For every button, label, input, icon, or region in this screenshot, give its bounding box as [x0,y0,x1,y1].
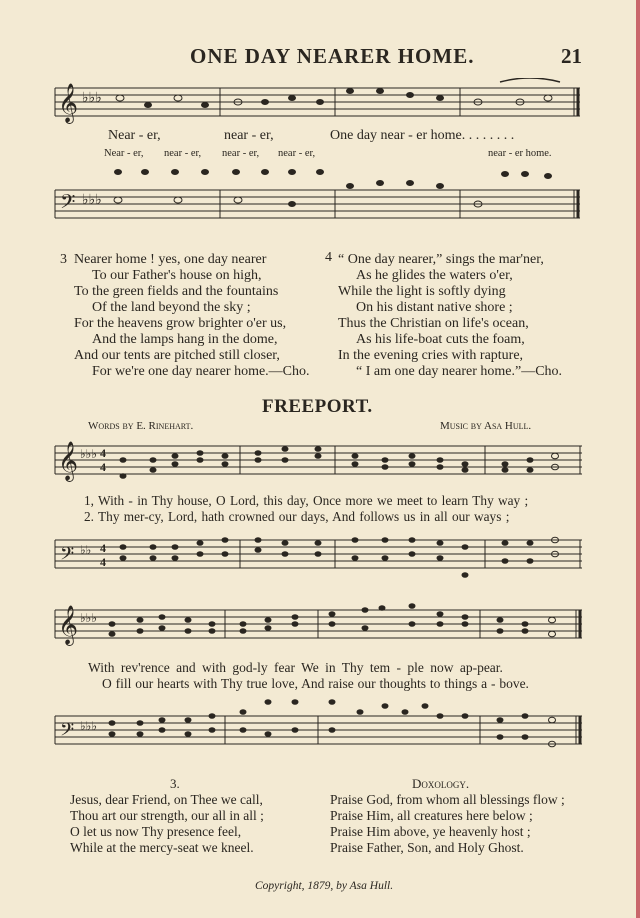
verse-line: Nearer home ! yes, one day nearer [74,252,267,267]
svg-text:♭♭♭: ♭♭♭ [80,611,97,625]
svg-text:♭♭♭: ♭♭♭ [80,447,97,461]
hymn2-system1-treble-staff [0,436,600,488]
verse-line: Thou art our strength, our all in all ; [70,808,264,823]
verse-line: “ I am one day nearer home.”—Cho. [356,364,563,379]
svg-text:4: 4 [100,460,106,474]
verse-line: On his distant native shore ; [356,300,513,315]
words-credit: Words by E. Rinehart. [88,420,194,432]
hymn1-lyric: near - er, [224,128,274,143]
verse-line: Of the land beyond the sky ; [92,300,251,315]
hymn2-verse-3 [70,792,264,856]
verse-line: As his life-boat cuts the foam, [356,332,525,347]
bass-clef-icon: 𝄢 [60,720,75,745]
hymn-title: ONE DAY NEARER HOME. [190,44,475,68]
doxology-heading: Doxology. [412,776,470,791]
verse-line: And our tents are pitched still closer, [74,348,280,363]
verse-line: Thus the Christian on life's ocean, [338,316,529,331]
music-credit: Music by Asa Hull. [440,420,532,432]
svg-text:4: 4 [100,446,106,460]
hymn2-system2-lyric-2: O fill our hearts with Thy true love, And raise our thoughts to things a - bove. [102,676,529,691]
treble-clef-icon: 𝄞 [58,83,79,123]
hymn2-system2-lyric-1: With rev'rence and with god-ly fear We in Thy tem - ple now ap-pear. [88,660,503,675]
page-header [0,44,600,70]
bass-clef-icon: 𝄢 [60,544,75,569]
svg-text:4: 4 [100,541,106,555]
verse-line: O let us now Thy presence feel, [70,824,242,839]
verse-line: Praise Father, Son, and Holy Ghost. [330,840,524,855]
verse-line: Praise God, from whom all blessings flow ; [330,792,565,807]
hymn1-lyric: One day near - er home. . . . . . . . [330,128,515,143]
verse-line: While the light is softly dying [338,284,506,299]
verse-line: To the green fields and the fountains [74,284,279,299]
hymn1-alto-lyric: near - er, [164,148,202,159]
verse-line: Praise Him, all creatures here below ; [330,808,533,823]
hymn1-alto-lyric: near - er, [222,148,260,159]
verse-line: As he glides the waters o'er, [356,268,513,283]
doxology-verse [330,792,565,856]
hymn2-title: FREEPORT. [262,396,373,417]
verse-line: For we're one day nearer home.—Cho. [92,364,310,379]
verse-number: 3 [60,252,67,267]
verse-line: “ One day nearer,” sings the mar'ner, [338,252,544,267]
hymn1-alto-lyric: Near - er, [104,148,144,159]
verse-line: And the lamps hang in the dome, [92,332,278,347]
svg-text:4: 4 [100,555,106,569]
time-signature-icon [99,445,113,475]
hymn1-bass-notes [114,169,552,207]
hymn2-system2-treble-staff [0,598,600,653]
verse-line: Praise Him above, ye heavenly host ; [330,824,531,839]
verse-line: While at the mercy-seat we kneel. [70,840,254,855]
svg-text:♭♭: ♭♭ [80,543,92,557]
copyright-notice: Copyright, 1879, by Asa Hull. [255,880,394,892]
hymn2-verse-3-number: 3. [170,776,180,791]
hymn1-verse-3 [74,252,310,380]
page-number: 21 [561,44,582,68]
svg-text:♭♭♭: ♭♭♭ [82,193,102,208]
verse-line: In the evening cries with rapture, [338,348,524,363]
verse-line: Jesus, dear Friend, on Thee we call, [70,792,263,807]
hymn2-system1-lyric-1: 1, With - in Thy house, O Lord, this day, Once more we meet to learn Thy way ; [84,493,529,508]
hymn2-system1-bass-staff [0,526,600,586]
hymn1-alto-lyric: near - er, [278,148,316,159]
hymn2-system1-lyric-2: 2. Thy mer-cy, Lord, hath crowned our days, And follows us in all our ways ; [84,509,510,524]
page-edge [636,0,640,918]
hymn1-lyric: Near - er, [108,128,161,143]
svg-text:♭♭♭: ♭♭♭ [82,91,102,106]
svg-text:♭♭♭: ♭♭♭ [80,719,97,733]
hymn2-system2-treble-notes [109,603,556,637]
hymn1-alto-lyric: near - er home. [488,148,552,159]
verse-line: For the heavens grow brighter o'er us, [74,316,287,331]
treble-clef-icon: 𝄞 [58,441,79,481]
treble-clef-icon: 𝄞 [58,605,79,645]
hymn2-system1-bass-notes [120,537,559,578]
verse-number: 4 [325,250,332,265]
hymn1-bass-staff [0,160,600,230]
verse-line: To our Father's house on high, [92,268,262,283]
hymn1-treble-notes [116,88,552,108]
hymn2-system2-bass-staff [0,692,600,754]
bass-clef-icon: 𝄢 [60,190,76,218]
hymn1-verse-4 [338,252,562,380]
